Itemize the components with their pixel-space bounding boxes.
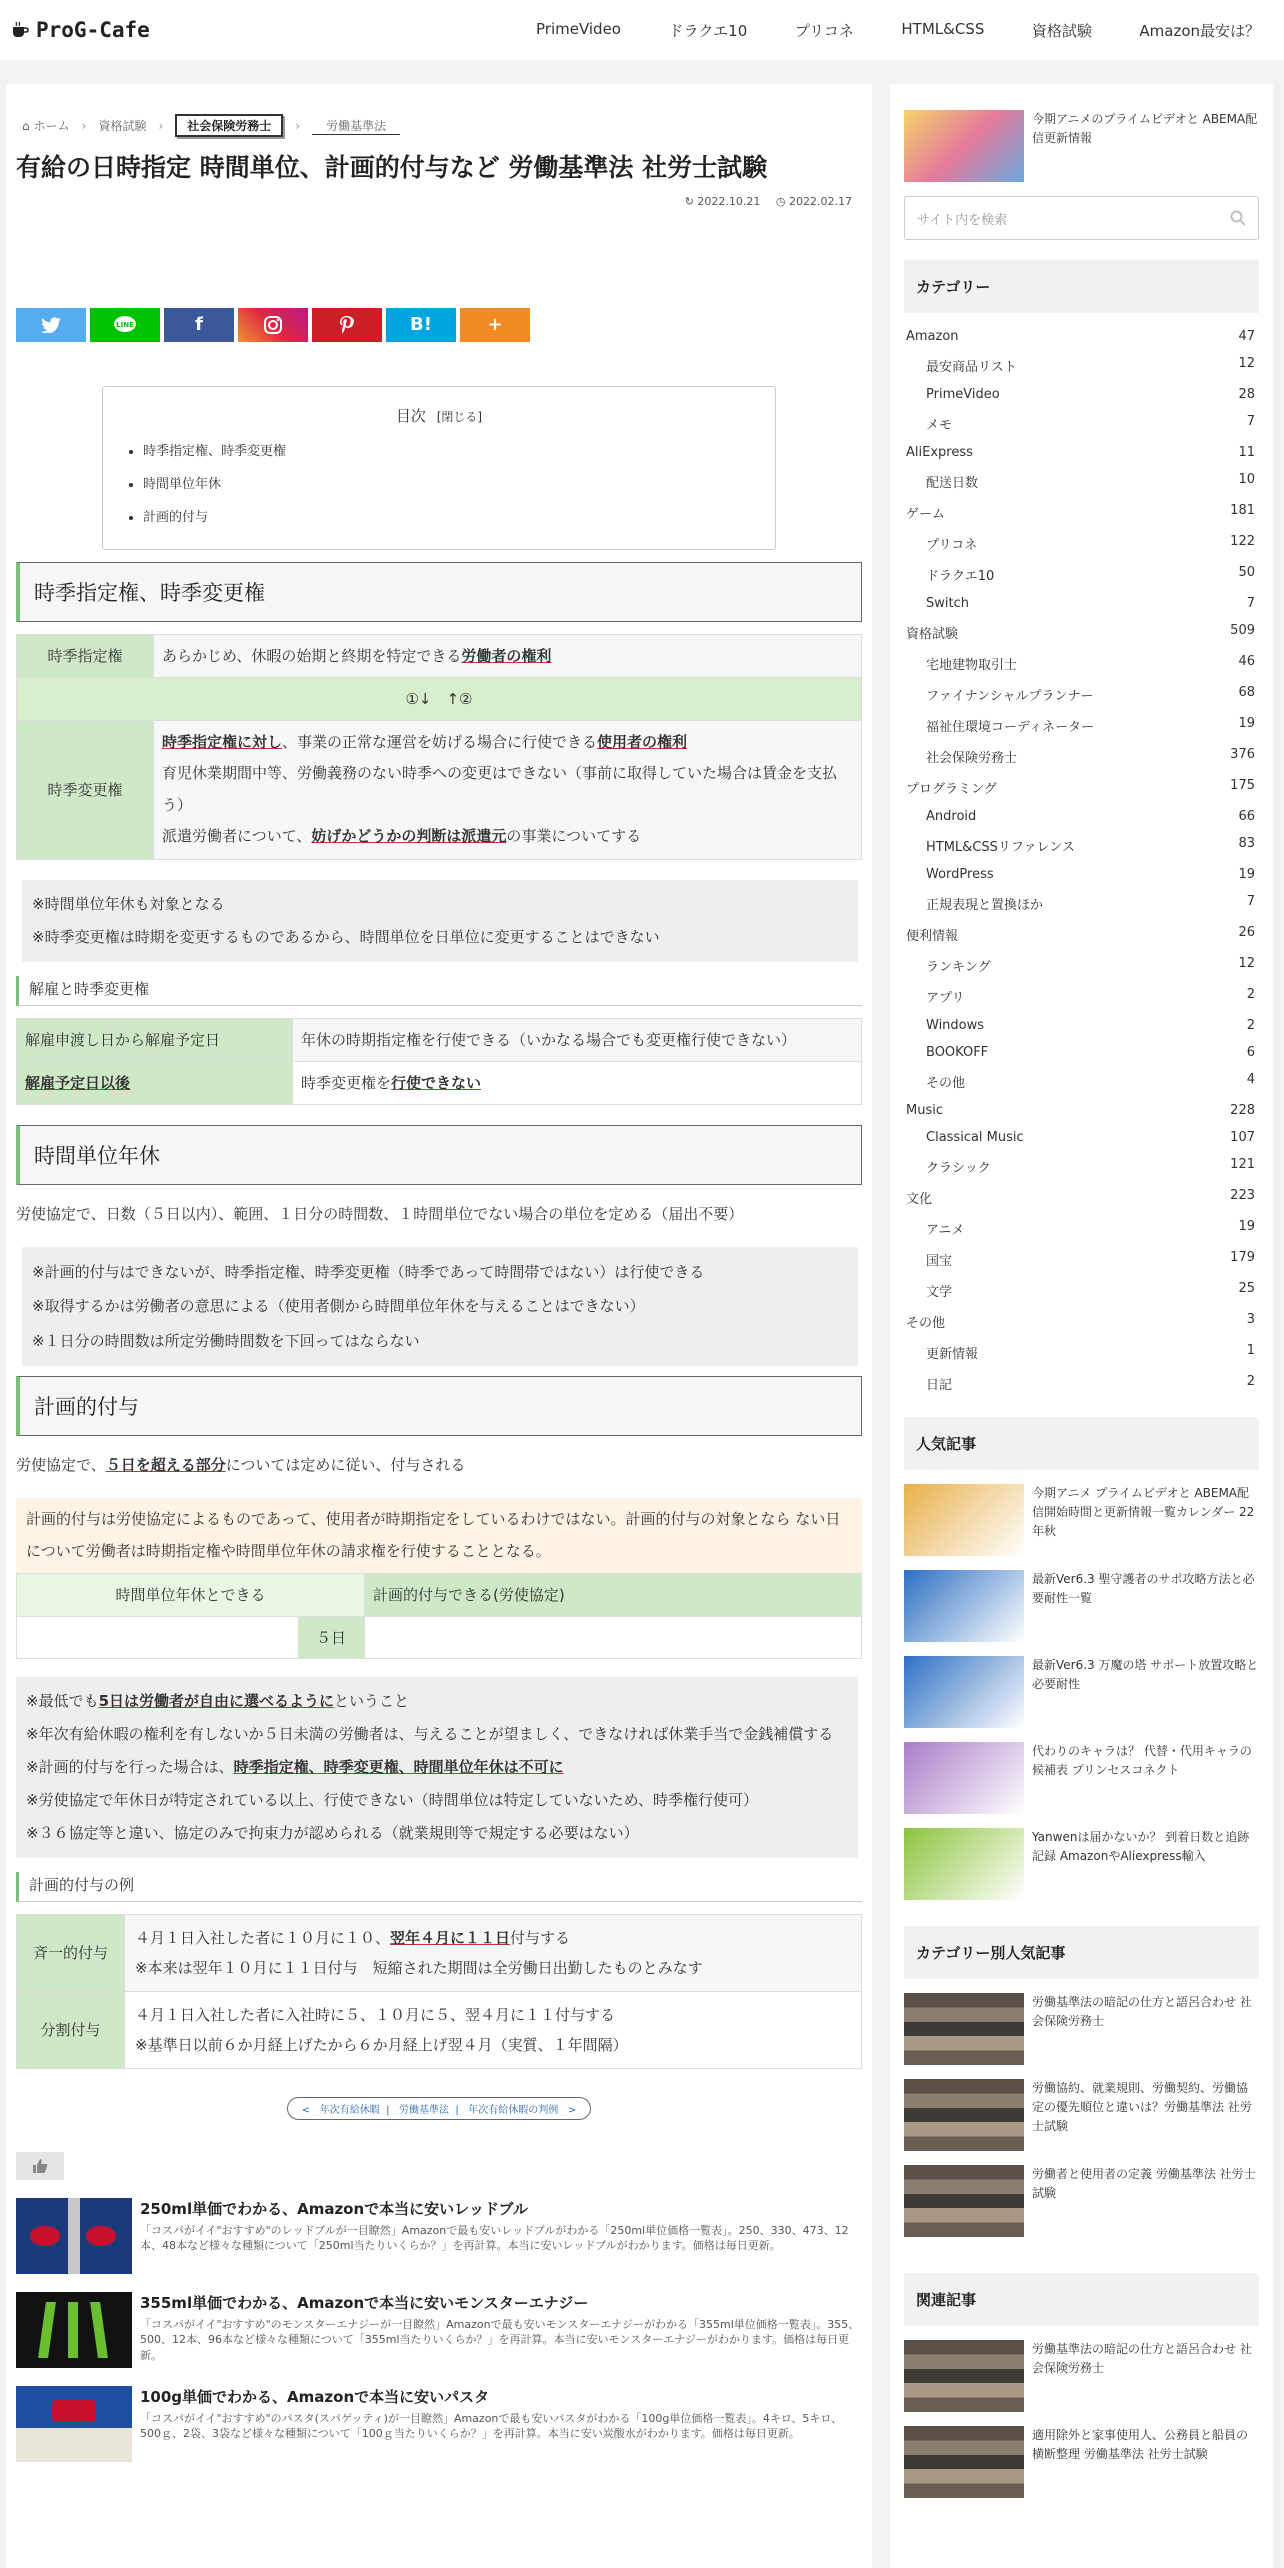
category-count: 7 bbox=[1246, 894, 1255, 909]
category-name: Switch bbox=[926, 596, 969, 611]
line-icon bbox=[113, 315, 137, 335]
category-count: 121 bbox=[1230, 1157, 1255, 1172]
category-name: Amazon bbox=[906, 329, 959, 344]
related-post-excerpt: 「コスパがイイ"おすすめ"のレッドブルが一目瞭然」Amazonで最も安いレッドブルがわかる「250ml単位価格一覧表」。250、330、473、12本、48本など様々な種類について「250ml当たりいくらか？」を再計算。本当に安いレッドブルがわかります。価格は毎日更新。 bbox=[140, 2224, 849, 2253]
table-label: 解雇申渡し日から解雇予定日 bbox=[17, 1018, 293, 1061]
category-name: 日記 bbox=[926, 1378, 953, 1393]
sidebar-top-post[interactable] bbox=[904, 110, 1259, 182]
category-name: BOOKOFF bbox=[926, 1045, 989, 1060]
related-posts bbox=[16, 2198, 862, 2462]
twitter-bird-icon bbox=[41, 317, 61, 333]
category-count: 107 bbox=[1230, 1130, 1255, 1145]
category-count: 228 bbox=[1230, 1103, 1255, 1118]
site-title: ProG-Cafe bbox=[36, 18, 150, 42]
post-thumbnail bbox=[904, 2426, 1024, 2498]
category-item[interactable] bbox=[904, 1275, 1259, 1306]
category-item[interactable] bbox=[904, 1368, 1259, 1399]
breadcrumb-separator: › bbox=[81, 118, 87, 133]
table-of-contents bbox=[102, 386, 776, 550]
category-name: 便利情報 bbox=[906, 929, 959, 944]
category-count: 68 bbox=[1238, 685, 1255, 700]
category-name: アニメ bbox=[926, 1223, 965, 1238]
svg-text:LINE: LINE bbox=[116, 320, 134, 329]
pager-pill: < 年次有給休暇 | 労働基準法 | 年次有給休暇の判例 > bbox=[287, 2097, 591, 2120]
category-item[interactable] bbox=[904, 381, 1259, 408]
post-thumbnail bbox=[904, 1656, 1024, 1728]
sidebar-widgets bbox=[890, 84, 1273, 2568]
toc-title: 目次 [閉じる] bbox=[395, 406, 483, 425]
category-name: ゲーム bbox=[906, 507, 946, 522]
category-item[interactable] bbox=[904, 888, 1259, 919]
category-item[interactable] bbox=[904, 439, 1259, 466]
note-box: ※時間単位年休も対象となる ※時季変更権は時期を変更するものであるから、時間単位を日単位に変更することはできない bbox=[22, 880, 858, 962]
hatena-bookmark-button[interactable] bbox=[386, 308, 456, 342]
category-name: 資格試験 bbox=[906, 627, 959, 642]
category-popular-list bbox=[904, 1993, 1259, 2237]
category-name: 配送日数 bbox=[926, 476, 979, 491]
table-cell bbox=[365, 1617, 862, 1659]
section-heading-planned: 計画的付与 bbox=[16, 1376, 862, 1436]
popular-heading: 人気記事 bbox=[904, 1417, 1259, 1470]
category-name: プログラミング bbox=[906, 782, 997, 797]
pager-center-link[interactable]: 労働基準法 bbox=[399, 2105, 449, 2116]
nav-item-primevideo[interactable]: PrimeVideo bbox=[536, 19, 621, 38]
toc-item[interactable]: • 計画的付与 bbox=[143, 506, 753, 525]
category-item[interactable] bbox=[904, 710, 1259, 741]
category-item[interactable] bbox=[904, 772, 1259, 803]
category-item[interactable] bbox=[904, 497, 1259, 528]
category-name: 文学 bbox=[926, 1285, 953, 1300]
popular-list bbox=[904, 1484, 1259, 1900]
related-post[interactable] bbox=[16, 2198, 862, 2274]
thumbs-up-icon bbox=[32, 2158, 48, 2174]
category-item[interactable] bbox=[904, 1182, 1259, 1213]
category-item[interactable] bbox=[904, 528, 1259, 559]
category-name: 国宝 bbox=[926, 1254, 953, 1269]
table-cell: 年休の時期指定権を行使できる（いかなる場合でも変更権行使できない） bbox=[293, 1018, 862, 1061]
sidebar-post-title: 今期アニメ プライムビデオと ABEMA配信開始時間と更新情報一覧カレンダー 22年秋 bbox=[1032, 1486, 1255, 1539]
toc-item[interactable]: • 時間単位年休 bbox=[143, 473, 753, 492]
sidebar-post[interactable] bbox=[904, 1656, 1259, 1728]
related-post[interactable] bbox=[16, 2292, 862, 2368]
sidebar-post-title: 最新Ver6.3 万魔の塔 サポート放置攻略と必要耐性 bbox=[1032, 1658, 1259, 1692]
category-count: 181 bbox=[1230, 503, 1255, 518]
post-thumbnail bbox=[904, 1570, 1024, 1642]
anime-thumbnail bbox=[904, 110, 1024, 182]
facebook-share-button[interactable] bbox=[164, 308, 234, 342]
pager-left-link[interactable]: 年次有給休暇 bbox=[319, 2105, 380, 2116]
category-count: 66 bbox=[1238, 809, 1255, 824]
category-name: 更新情報 bbox=[926, 1347, 979, 1362]
category-count: 28 bbox=[1238, 387, 1255, 402]
sidebar-post[interactable] bbox=[904, 1828, 1259, 1900]
table-header: 計画的付与できる(労使協定) bbox=[365, 1574, 862, 1617]
category-count: 50 bbox=[1238, 565, 1255, 580]
table-cell: 時季変更権を行使できない bbox=[293, 1061, 862, 1104]
category-item[interactable] bbox=[904, 350, 1259, 381]
category-item[interactable] bbox=[904, 919, 1259, 950]
category-count: 19 bbox=[1238, 867, 1255, 882]
category-name: PrimeVideo bbox=[926, 387, 1000, 402]
category-name: Music bbox=[906, 1103, 943, 1118]
category-count: 2 bbox=[1246, 1018, 1255, 1033]
category-heading: カテゴリー bbox=[904, 260, 1259, 313]
sidebar-post-title: 労働基準法の暗記の仕方と語呂合わせ 社会保険労務士 bbox=[1032, 1995, 1252, 2029]
five-days-marker: ５日 bbox=[298, 1617, 364, 1658]
category-item[interactable] bbox=[904, 1066, 1259, 1097]
category-item[interactable] bbox=[904, 830, 1259, 861]
sidebar-post-title: 労働協約、就業規則、労働契約、労働協定の優先順位と違いは？労働基準法 社労士試験 bbox=[1032, 2081, 1252, 2134]
dismissal-table bbox=[16, 1018, 862, 1105]
jiki-table bbox=[16, 634, 862, 860]
sidebar-post-title: 労働者と使用者の定義 労働基準法 社労士試験 bbox=[1032, 2167, 1256, 2201]
category-count: 1 bbox=[1246, 1343, 1255, 1358]
related-post-title: 100g単価でわかる、Amazonで本当に安いパスタ bbox=[140, 2388, 490, 2406]
category-item[interactable] bbox=[904, 861, 1259, 888]
category-item[interactable] bbox=[904, 1097, 1259, 1124]
category-count: 6 bbox=[1246, 1045, 1255, 1060]
category-count: 2 bbox=[1246, 1374, 1255, 1389]
category-count: 509 bbox=[1230, 623, 1255, 638]
table-label: 解雇予定日以後 bbox=[17, 1061, 293, 1104]
category-name: クラシック bbox=[926, 1161, 991, 1176]
sidebar-post[interactable] bbox=[904, 1484, 1259, 1556]
category-item[interactable] bbox=[904, 1337, 1259, 1368]
category-count: 47 bbox=[1238, 329, 1255, 344]
category-item[interactable] bbox=[904, 1244, 1259, 1275]
category-item[interactable] bbox=[904, 950, 1259, 981]
section-heading-jiki: 時季指定権、時季変更権 bbox=[16, 562, 862, 622]
table-header: 時間単位年休とできる bbox=[17, 1574, 365, 1617]
category-count: 179 bbox=[1230, 1250, 1255, 1265]
category-name: ランキング bbox=[926, 960, 991, 975]
sidebar-post-title: Yanwenは届かないか？ 到着日数と追跡記録 AmazonやAliexpress輸入 bbox=[1032, 1830, 1250, 1864]
pager-right-link[interactable]: 年次有給休暇の判例 bbox=[468, 2105, 559, 2116]
category-item[interactable] bbox=[904, 323, 1259, 350]
table-label: 時季変更権 bbox=[17, 720, 154, 859]
category-item[interactable] bbox=[904, 590, 1259, 617]
category-name: HTML&CSSリファレンス bbox=[926, 840, 1075, 855]
breadcrumb-separator: › bbox=[158, 118, 164, 133]
category-count: 223 bbox=[1230, 1188, 1255, 1203]
category-name: 社会保険労務士 bbox=[926, 751, 1018, 766]
category-item[interactable] bbox=[904, 1213, 1259, 1244]
breadcrumb-separator: › bbox=[295, 118, 301, 133]
sidebar-post-title: 労働基準法の暗記の仕方と語呂合わせ 社会保険労務士 bbox=[1032, 2342, 1252, 2376]
category-name: 福祉住環境コーディネーター bbox=[926, 720, 1094, 735]
category-name: 最安商品リスト bbox=[926, 360, 1017, 375]
category-count: 7 bbox=[1246, 414, 1255, 429]
category-popular-heading: カテゴリー別人気記事 bbox=[904, 1926, 1259, 1979]
category-name: 宅地建物取引士 bbox=[926, 658, 1018, 673]
category-item[interactable] bbox=[904, 466, 1259, 497]
planned-table bbox=[16, 1573, 862, 1659]
paragraph: 労使協定で、日数（５日以内）、範囲、１日分の時間数、１時間単位でない場合の単位を定める（届出不要） bbox=[16, 1204, 744, 1223]
site-header bbox=[0, 0, 1284, 60]
breadcrumb-home[interactable]: ⌂ ホーム bbox=[22, 117, 70, 134]
coffee-cup-icon bbox=[10, 20, 30, 40]
pager-next[interactable]: > bbox=[567, 2105, 577, 2116]
table-cell: ４月１日入社した者に入社時に５、１０月に５、翌４月に１１付与する ※基準日以前６か月経上げたから６か月経上げ翌４月（実質、１年間隔） bbox=[125, 1992, 862, 2069]
instagram-icon bbox=[263, 315, 283, 335]
post-thumbnail bbox=[904, 1993, 1024, 2065]
sidebar-post[interactable] bbox=[904, 2340, 1259, 2412]
breadcrumb-labor-law[interactable]: 労働基準法 bbox=[312, 117, 400, 135]
share-buttons bbox=[16, 308, 862, 342]
category-item[interactable] bbox=[904, 803, 1259, 830]
category-count: 122 bbox=[1230, 534, 1255, 549]
table-label: 分割付与 bbox=[17, 1992, 125, 2069]
category-name: その他 bbox=[906, 1316, 946, 1331]
category-count: 4 bbox=[1246, 1072, 1255, 1087]
category-name: 文化 bbox=[906, 1192, 933, 1207]
category-count: 83 bbox=[1238, 836, 1255, 851]
updated-date: ↻ 2022.10.21 bbox=[684, 194, 761, 208]
note-box: ※最低でも5日は労働者が自由に選べるようにということ ※年次有給休暇の権利を有しないか５日未満の労働者は、与えることが望ましく、できなければ休業手当で金銭補償する ※計画的付与を行った場合は、時季指定権、時季変更権、時間単位年休は不可に ※労使協定で年休日が特定されている以上、行使できない（時間単位は特定していないため、時季権行使可） ※３６協定等と違い、協定のみで拘束力が認められる（就業規則等で規定する必要はない） bbox=[16, 1677, 858, 1858]
search-icon[interactable] bbox=[1230, 210, 1246, 226]
category-name: その他 bbox=[926, 1076, 966, 1091]
paragraph: 労使協定で、５日を超える部分については定めに従い、付与される bbox=[16, 1456, 466, 1474]
category-item[interactable] bbox=[904, 981, 1259, 1012]
category-name: メモ bbox=[926, 418, 953, 433]
sidebar-post[interactable] bbox=[904, 2426, 1259, 2498]
main-content bbox=[6, 84, 872, 2568]
toc-list bbox=[125, 440, 753, 525]
toc-item[interactable]: • 時季指定権、時季変更権 bbox=[143, 440, 753, 459]
sidebar-related-list bbox=[904, 2340, 1259, 2498]
post-thumbnail bbox=[904, 1742, 1024, 1814]
category-count: 19 bbox=[1238, 716, 1255, 731]
category-name: プリコネ bbox=[926, 538, 978, 553]
global-nav bbox=[500, 20, 1284, 41]
category-item[interactable] bbox=[904, 1012, 1259, 1039]
category-name: ファイナンシャルプランナー bbox=[926, 689, 1094, 704]
monster-energy-thumbnail bbox=[16, 2292, 132, 2368]
category-count: 376 bbox=[1230, 747, 1255, 762]
category-name: ドラクエ10 bbox=[926, 569, 995, 584]
table-cell: ４月１日入社した者に１０月に１０、翌年４月に１１日付与する ※本来は翌年１０月に１１日付与 短縮された期間は全労働日出勤したものとみなす bbox=[125, 1915, 862, 1992]
breadcrumb-exam[interactable]: 資格試験 bbox=[98, 119, 147, 133]
table-cell: 時季指定権に対し、事業の正常な運営を妨げる場合に行使できる使用者の権利 育児休業期間中等、労働義務のない時季への変更はできない（事前に取得していた場合は賃金を支払う） 派遣労働者について、妨げかどうかの判断は派遣元の事業についてする bbox=[154, 720, 862, 859]
category-item[interactable] bbox=[904, 617, 1259, 648]
category-name: AliExpress bbox=[906, 445, 973, 460]
pasta-thumbnail bbox=[16, 2386, 132, 2462]
nav-item-dq10[interactable]: ドラクエ10 bbox=[668, 21, 748, 40]
sidebar-post-title: 最新Ver6.3 聖守護者のサポ攻略方法と必要耐性一覧 bbox=[1032, 1572, 1255, 1606]
example-table bbox=[16, 1914, 862, 2069]
toc-toggle[interactable]: [閉じる] bbox=[436, 409, 483, 424]
nav-item-priconne[interactable]: プリコネ bbox=[794, 21, 854, 40]
post-thumbnail bbox=[904, 1484, 1024, 1556]
sidebar-top-post-title: 今期アニメのプライムビデオと ABEMA配信更新情報 bbox=[1032, 112, 1258, 146]
post-thumbnail bbox=[904, 1828, 1024, 1900]
twitter-share-button[interactable] bbox=[16, 308, 86, 342]
sidebar-post[interactable] bbox=[904, 2165, 1259, 2237]
sidebar-post[interactable] bbox=[904, 1742, 1259, 1814]
category-name: Classical Music bbox=[926, 1130, 1024, 1145]
breadcrumb-sharoushi[interactable]: 社会保険労務士 bbox=[175, 114, 283, 137]
related-post-excerpt: 「コスパがイイ"おすすめ"のモンスターエナジーが一目瞭然」Amazonで最も安いモンスターエナジーがわかる「355ml単位価格一覧表」。355、500、12本、96本など様々な種類について「355ml当たりいくらか？」を再計算。本当に安いモンスターエナジーがわかります。価格は毎日更新。 bbox=[140, 2318, 860, 2362]
table-label: 斉一的付与 bbox=[17, 1915, 125, 1992]
related-heading: 関連記事 bbox=[904, 2273, 1259, 2326]
category-name: WordPress bbox=[926, 867, 994, 882]
post-thumbnail bbox=[904, 2079, 1024, 2151]
category-item[interactable] bbox=[904, 648, 1259, 679]
table-cell bbox=[17, 1617, 365, 1659]
category-item[interactable] bbox=[904, 679, 1259, 710]
nav-item-htmlcss[interactable]: HTML&CSS bbox=[901, 19, 985, 38]
category-name: Windows bbox=[926, 1018, 985, 1033]
post-thumbnail bbox=[904, 2165, 1024, 2237]
sidebar-post[interactable] bbox=[904, 1570, 1259, 1642]
series-pager bbox=[16, 2097, 862, 2120]
category-count: 2 bbox=[1246, 987, 1255, 1002]
category-item[interactable] bbox=[904, 408, 1259, 439]
sidebar bbox=[890, 84, 1273, 2568]
plus-icon: + bbox=[487, 314, 503, 335]
category-count: 25 bbox=[1238, 1281, 1255, 1296]
search-input[interactable]: サイト内を検索 bbox=[904, 196, 1259, 240]
category-item[interactable] bbox=[904, 741, 1259, 772]
post-thumbnail bbox=[904, 2340, 1024, 2412]
category-name: 正規表現と置換ほか bbox=[926, 898, 1044, 913]
line-share-button[interactable] bbox=[90, 308, 160, 342]
post-dates bbox=[16, 195, 862, 208]
caution-box: 計画的付与は労使協定によるものであって、使用者が時期指定をしているわけではない。計画的付与の対象となら ない日について労働者は時期指定権や時間単位年休の請求権を行使することとなる。 bbox=[16, 1498, 862, 1573]
sub-heading-example: 計画的付与の例 bbox=[16, 1872, 862, 1902]
category-item[interactable] bbox=[904, 559, 1259, 590]
category-count: 19 bbox=[1238, 1219, 1255, 1234]
instagram-share-button[interactable] bbox=[238, 308, 308, 342]
category-list bbox=[904, 323, 1259, 1399]
sidebar-post-title: 適用除外と家事使用人、公務員と船員の横断整理 労働基準法 社労士試験 bbox=[1032, 2428, 1249, 2462]
page-title: 有給の日時指定 時間単位、計画的付与など 労働基準法 社労士試験 bbox=[16, 153, 768, 182]
site-logo[interactable] bbox=[0, 18, 500, 42]
category-count: 11 bbox=[1238, 445, 1255, 460]
category-count: 3 bbox=[1246, 1312, 1255, 1327]
redbull-thumbnail bbox=[16, 2198, 132, 2274]
category-count: 12 bbox=[1238, 956, 1255, 971]
category-item[interactable] bbox=[904, 1124, 1259, 1151]
pinterest-icon bbox=[339, 315, 355, 335]
category-name: アプリ bbox=[926, 991, 965, 1006]
category-item[interactable] bbox=[904, 1151, 1259, 1182]
note-box: ※計画的付与はできないが、時季指定権、時季変更権（時季であって時間帯ではない）は行使できる ※取得するかは労働者の意思による（使用者側から時間単位年休を与えることはできない） ※１日分の時間数は所定労働時間数を下回ってはならない bbox=[22, 1247, 858, 1367]
breadcrumb bbox=[22, 114, 862, 137]
category-item[interactable] bbox=[904, 1039, 1259, 1066]
category-count: 12 bbox=[1238, 356, 1255, 371]
pinterest-share-button[interactable] bbox=[312, 308, 382, 342]
published-date: ◷ 2022.02.17 bbox=[775, 194, 852, 208]
category-name: Android bbox=[926, 809, 977, 824]
section-heading-hourly: 時間単位年休 bbox=[16, 1125, 862, 1185]
table-cell: あらかじめ、休暇の始期と終期を特定できる労働者の権利 bbox=[154, 634, 862, 677]
related-post-title: 250ml単価でわかる、Amazonで本当に安いレッドブル bbox=[140, 2200, 528, 2218]
sidebar-post[interactable] bbox=[904, 2079, 1259, 2151]
table-label: 時季指定権 bbox=[17, 634, 154, 677]
category-count: 26 bbox=[1238, 925, 1255, 940]
more-share-button[interactable] bbox=[460, 308, 530, 342]
category-count: 175 bbox=[1230, 778, 1255, 793]
category-item[interactable] bbox=[904, 1306, 1259, 1337]
related-post-title: 355ml単価でわかる、Amazonで本当に安いモンスターエナジー bbox=[140, 2294, 589, 2312]
related-post[interactable] bbox=[16, 2386, 862, 2462]
arrow-row: ①↓ ↑② bbox=[17, 677, 862, 720]
category-count: 7 bbox=[1246, 596, 1255, 611]
nav-item-amazon[interactable]: Amazon最安は？ bbox=[1139, 21, 1260, 40]
like-button[interactable] bbox=[16, 2152, 64, 2180]
sub-heading-dismissal: 解雇と時季変更権 bbox=[16, 976, 862, 1006]
facebook-icon: f bbox=[195, 314, 203, 335]
category-count: 10 bbox=[1238, 472, 1255, 487]
category-count: 46 bbox=[1238, 654, 1255, 669]
sidebar-post-title: 代わりのキャラは？ 代替・代用キャラの候補表 プリンセスコネクト bbox=[1032, 1744, 1252, 1778]
related-post-excerpt: 「コスパがイイ"おすすめ"のパスタ(スパゲッティ)が一目瞭然」Amazonで最も安いパスタがわかる「100g単位価格一覧表」。4キロ、5キロ、500ｇ、2袋、3袋など様々な種類について「100ｇ当たりいくらか？」を再計算。本当に安い炭酸水がわかります。価格は毎日更新。 bbox=[140, 2412, 842, 2441]
nav-item-exam[interactable]: 資格試験 bbox=[1031, 21, 1092, 40]
sidebar-post[interactable] bbox=[904, 1993, 1259, 2065]
pager-prev[interactable]: < bbox=[301, 2105, 311, 2116]
hatena-icon: B! bbox=[410, 314, 432, 335]
